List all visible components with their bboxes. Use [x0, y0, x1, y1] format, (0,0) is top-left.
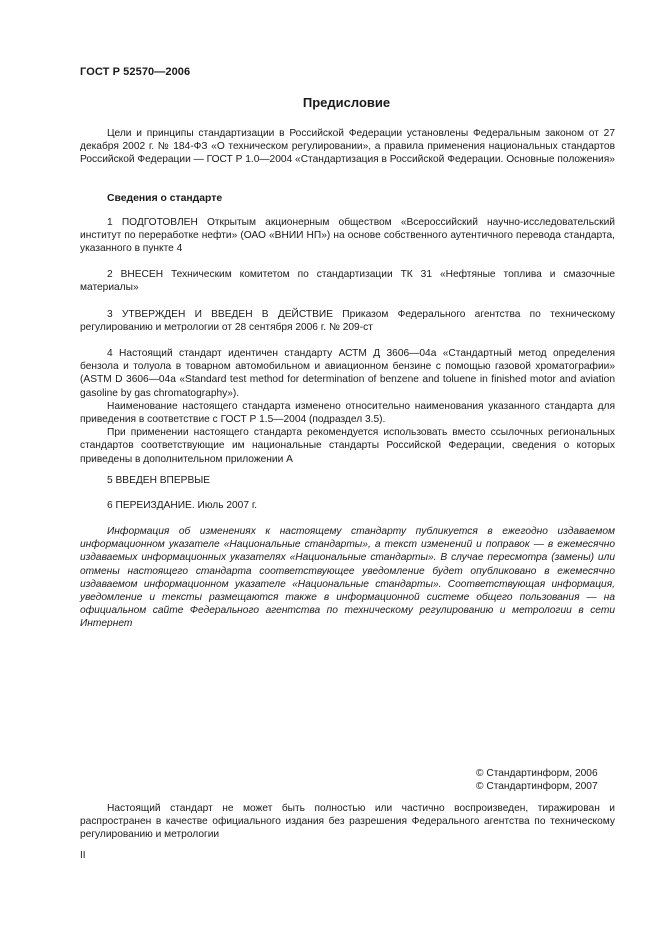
- page-title: Предисловие: [302, 95, 391, 110]
- information-notice-text: Информация об изменениях к настоящему стандарту публикуется в ежегодно издаваемом информационном указателе «Национальные стандарты», а текст изменений и поправок — в ежемесячно издаваемых информационных указателях «Национальные стандарты». В случае пересмотра (замены) или отмены настоящего стандарта соответствующее уведомление будет опубликовано в ежемесячно издаваемом информационном указателе «Национальные стандарты». Соответствующая информация, уведомление и тексты размещаются также в информационной системе общего пользования — на официальном сайте Федерального агентства по техническому регулированию и метрологии в сети Интернет: [80, 526, 615, 630]
- information-notice: [80, 525, 615, 631]
- item-4-text: 4 Настоящий стандарт идентичен стандарту АСТМ Д 3606—04а «Стандартный метод определения бензола и толуола в товарном автомобильном и авиационном бензине с помощью газовой хроматографии» (ASTM D 3606—04a «Standard test method for determination of benzene and toluene in finished motor and aviation gasoline by gas chromatography»).: [80, 348, 615, 399]
- page-number: II: [80, 850, 86, 861]
- item-1-text: 1 ПОДГОТОВЛЕН Открытым акционерным обществом «Всероссийский научно-исследовательский институт по переработке нефти» (ОАО «ВНИИ НП») на основе собственного аутентичного перевода стандарта, указанного в пункте 4: [80, 217, 615, 255]
- item-2-text: 2 ВНЕСЕН Техническим комитетом по стандартизации ТК 31 «Нефтяные топлива и смазочные материалы»: [80, 269, 615, 294]
- item-6: [80, 499, 615, 512]
- reproduction-notice-text: Настоящий стандарт не может быть полностью или частично воспроизведен, тиражирован и распространен в качестве официального издания без разрешения Федерального агентства по техническому регулированию и метрологии: [80, 803, 615, 841]
- item-6-text: 6 ПЕРЕИЗДАНИЕ. Июль 2007 г.: [107, 500, 258, 511]
- intro-paragraph: Цели и принципы стандартизации в Российской Федерации установлены Федеральным законом от 27 декабря 2002 г. № 184-ФЗ «О техническом регулировании», а правила применения национальных стандартов Российской Федерации — ГОСТ Р 1.0—2004 «Стандартизация в Российской Федерации. Основные положения»: [80, 128, 615, 166]
- section-heading: Сведения о стандарте: [107, 193, 223, 204]
- copyright-line-2007: © Стандартинформ, 2007: [476, 781, 598, 793]
- item-4-usage-note: При применении настоящего стандарта рекомендуется использовать вместо ссылочных региональных стандартов соответствующие им национальные стандарты Российской Федерации, сведения о которых приведены в дополнительном приложении А: [80, 427, 615, 465]
- item-3: [80, 308, 615, 334]
- item-5-text: 5 ВВЕДЕН ВПЕРВЫЕ: [107, 475, 211, 486]
- item-4-naming-note: Наименование настоящего стандарта изменено относительно наименования указанного стандарта для приведения в соответствие с ГОСТ Р 1.5—2004 (подраздел 3.5).: [80, 400, 615, 426]
- item-2: [80, 268, 615, 294]
- document-id: ГОСТ Р 52570—2006: [80, 66, 191, 78]
- reproduction-notice: [80, 802, 615, 842]
- item-3-text: 3 УТВЕРЖДЕН И ВВЕДЕН В ДЕЙСТВИЕ Приказом Федерального агентства по техническому регулированию и метрологии от 28 сентября 2006 г. № 209-ст: [80, 309, 615, 334]
- copyright-line-2006: © Стандартинформ, 2006: [476, 768, 598, 779]
- intro-section: [80, 127, 615, 167]
- copyright-block: [476, 767, 598, 794]
- item-5: [80, 474, 615, 487]
- item-1: [80, 216, 615, 256]
- item-4: [80, 347, 615, 466]
